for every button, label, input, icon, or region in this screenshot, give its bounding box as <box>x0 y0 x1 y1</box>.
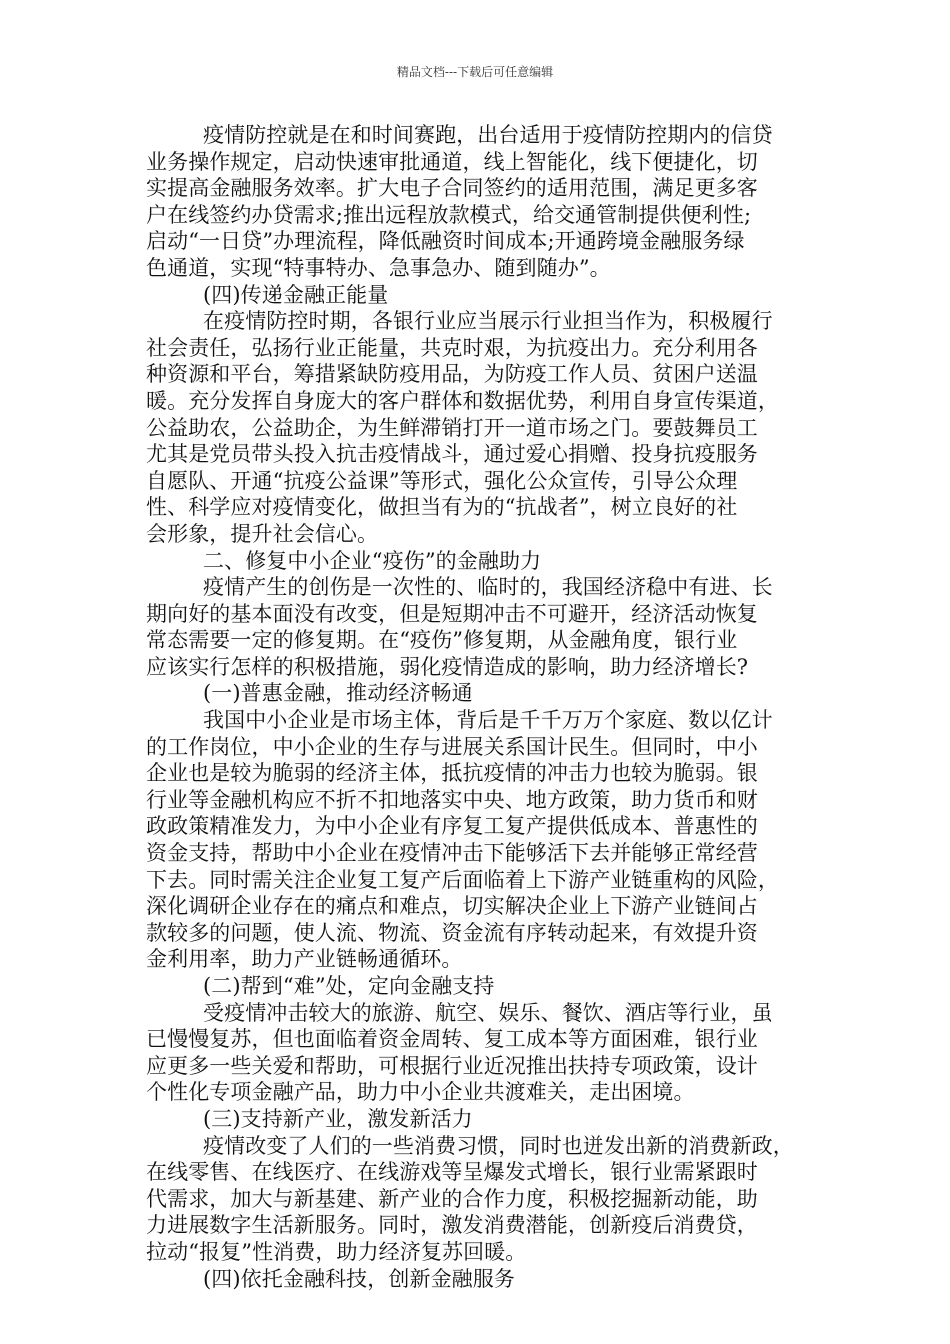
text-line: 尤其是党员带头投入抗击疫情战斗，通过爱心捐赠、投身抗疫服务 <box>146 442 758 467</box>
text-line: 拉动“报复”性消费，助力经济复苏回暖。 <box>146 1239 527 1264</box>
text-line: 应该实行怎样的积极措施，弱化疫情造成的影响，助力经济增长? <box>146 654 749 679</box>
text-line: 已慢慢复苏，但也面临着资金周转、复工成本等方面困难，银行业 <box>146 1027 758 1052</box>
text-line: 疫情产生的创伤是一次性的、临时的，我国经济稳中有进、长 <box>203 575 773 600</box>
text-line: 力进展数字生活新服务。同时，激发消费潜能，创新疫后消费贷， <box>146 1213 758 1238</box>
text-line: 在疫情防控时期，各银行业应当展示行业担当作为，积极履行 <box>203 309 773 334</box>
text-line: 受疫情冲击较大的旅游、航空、娱乐、餐饮、酒店等行业，虽 <box>203 1000 773 1025</box>
text-line: 业务操作规定，启动快速审批通道，线上智能化，线下便捷化，切 <box>146 149 758 174</box>
text-line: 代需求，加大与新基建、新产业的合作力度，积极挖掘新动能，助 <box>146 1186 758 1211</box>
text-line: 启动“一日贷”办理流程，降低融资时间成本;开通跨境金融服务绿 <box>146 229 745 254</box>
text-line: 行业等金融机构应不折不扣地落实中央、地方政策，助力货币和财 <box>146 787 758 812</box>
text-line: 公益助农，公益助企，为生鲜滞销打开一道市场之门。要鼓舞员工 <box>146 415 758 440</box>
text-line: 深化调研企业存在的痛点和难点，切实解决企业上下游产业链间占 <box>146 894 758 919</box>
text-line: 资金支持，帮助中小企业在疫情冲击下能够活下去并能够正常经营 <box>146 841 758 866</box>
text-line: 社会责任，弘扬行业正能量，共克时艰，为抗疫出力。充分利用各 <box>146 335 758 360</box>
text-line: 应更多一些关爱和帮助，可根据行业近况推出扶持专项政策，设计 <box>146 1053 758 1078</box>
text-line: 疫情改变了人们的一些消费习惯，同时也迸发出新的消费新政， <box>203 1133 794 1158</box>
text-line: 下去。同时需关注企业复工复产后面临着上下游产业链重构的风险， <box>146 867 779 892</box>
document-body <box>146 122 816 1292</box>
text-line: 暖。充分发挥自身庞大的客户群体和数据优势，利用自身宣传渠道， <box>146 388 779 413</box>
text-line: (四)传递金融正能量 <box>203 282 389 307</box>
page-header: 精品文档---下载后可任意编辑 <box>396 65 554 79</box>
text-line: 在线零售、在线医疗、在线游戏等呈爆发式增长，银行业需紧跟时 <box>146 1160 758 1185</box>
text-line: 二、修复中小企业“疫伤”的金融助力 <box>203 548 542 573</box>
text-line: (二)帮到“难”处，定向金融支持 <box>203 974 495 998</box>
text-line: 的工作岗位，中小企业的生存与进展关系国计民生。但同时，中小 <box>146 734 758 759</box>
text-line: 会形象，提升社会信心。 <box>146 521 379 546</box>
text-line: 色通道，实现“特事特办、急事急办、随到随办”。 <box>146 255 611 280</box>
text-line: 户在线签约办贷需求;推出远程放款模式，给交通管制提供便利性; <box>146 202 752 227</box>
text-line: (四)依托金融科技，创新金融服务 <box>203 1266 515 1291</box>
text-line: 个性化专项金融产品，助力中小企业共渡难关，走出困境。 <box>146 1080 695 1105</box>
text-line: 政政策精准发力，为中小企业有序复工复产提供低成本、普惠性的 <box>146 814 758 839</box>
text-line: 我国中小企业是市场主体，背后是千千万万个家庭、数以亿计 <box>203 708 773 733</box>
text-line: 期向好的基本面没有改变，但是短期冲击不可避开，经济活动恢复 <box>146 601 758 626</box>
text-line: 实提高金融服务效率。扩大电子合同签约的适用范围，满足更多客 <box>146 176 758 201</box>
text-line: 自愿队、开通“抗疫公益课”等形式，强化公众宣传，引导公众理 <box>146 468 738 493</box>
text-line: 款较多的问题，使人流、物流、资金流有序转动起来，有效提升资 <box>146 920 758 945</box>
text-line: 性、科学应对疫情变化，做担当有为的“抗战者”，树立良好的社 <box>146 495 738 520</box>
text-line: 金利用率，助力产业链畅通循环。 <box>146 947 463 972</box>
text-line: (一)普惠金融，推动经济畅通 <box>203 681 473 706</box>
text-line: (三)支持新产业，激发新活力 <box>203 1106 473 1131</box>
text-line: 常态需要一定的修复期。在“疫伤”修复期，从金融角度，银行业 <box>146 628 738 653</box>
text-line: 疫情防控就是在和时间赛跑，出台适用于疫情防控期内的信贷 <box>203 123 773 147</box>
text-line: 种资源和平台，筹措紧缺防疫用品，为防疫工作人员、贫困户送温 <box>146 362 758 387</box>
text-line: 企业也是较为脆弱的经济主体，抵抗疫情的冲击力也较为脆弱。银 <box>146 761 758 786</box>
